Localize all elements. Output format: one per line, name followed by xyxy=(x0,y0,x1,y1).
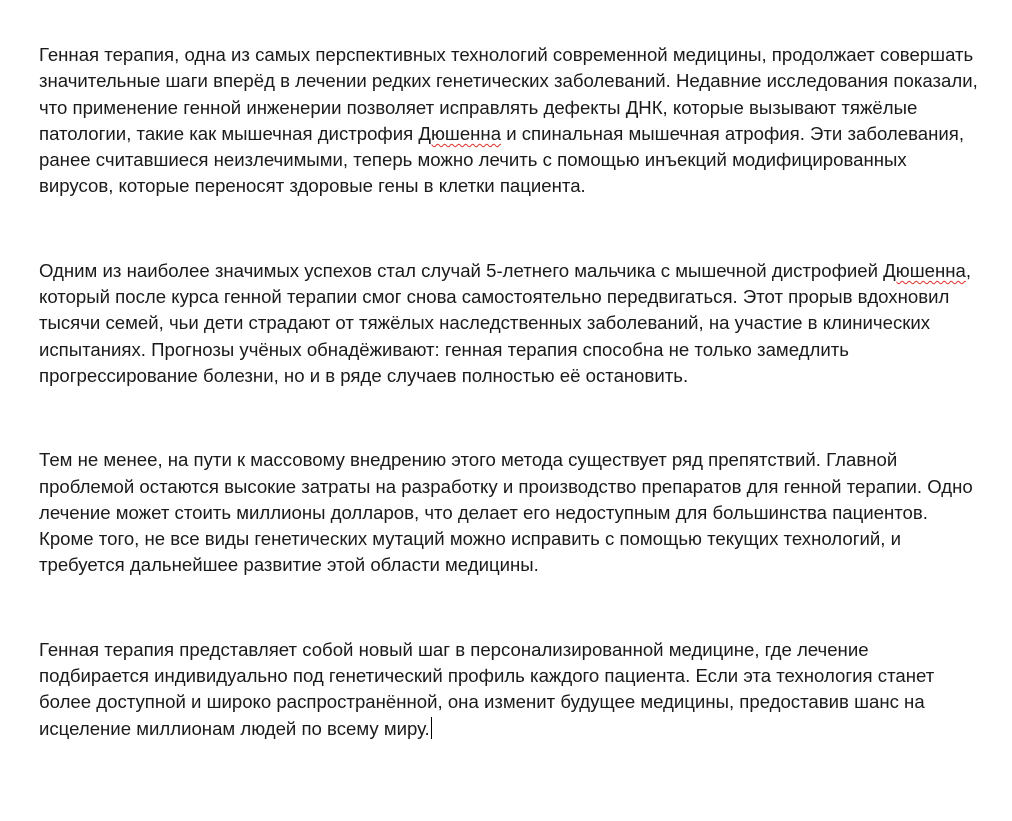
text-run: , который после курса генной терапии смог снова самостоятельно передвигаться. Этот прорыв вдохновил тысячи семей, чьи дети страдают от тяжёлых наследственных заболеваний, на участие в клинических испытаниях. Прогнозы учёных обнадёживают: генная терапия способна не только замедлить прогрессирование болезни, но и в ряде случаев полностью её остановить. xyxy=(39,259,972,386)
paragraph-3[interactable] xyxy=(39,447,979,578)
text-run: Генная терапия представляет собой новый шаг в персонализированной медицине, где лечение подбирается индивидуально под генетический профиль каждого пациента. Если эта технология станет более доступной и широко распространённой, она изменит будущее медицины, предоставив шанс на исцеление миллионам людей по всему миру. xyxy=(39,638,935,739)
paragraph-4[interactable] xyxy=(39,637,979,742)
misspelled-word[interactable]: Дюшенна xyxy=(418,122,502,144)
paragraph-1[interactable] xyxy=(39,42,979,200)
document-body[interactable] xyxy=(39,42,979,742)
misspelled-word[interactable]: Дюшенна xyxy=(883,259,966,281)
text-run: и спинальная мышечная атрофия. Эти заболевания, ранее считавшиеся неизлечимыми, теперь можно лечить с помощью инъекций модифицированных вирусов, которые переносят здоровые гены в клетки пациента. xyxy=(39,122,965,197)
text-run: Одним из наиболее значимых успехов стал случай 5-летнего мальчика с мышечной дистрофией xyxy=(39,259,884,281)
text-run: Генная терапия, одна из самых перспективных технологий современной медицины, продолжает совершать значительные шаги вперёд в лечении редких генетических заболеваний. Недавние исследования показали, что применение генной инженерии позволяет исправлять дефекты ДНК, которые вызывают тяжёлые патологии, такие как мышечная дистрофия xyxy=(39,44,978,144)
text-run: Тем не менее, на пути к массовому внедрению этого метода существует ряд препятствий. Главной проблемой остаются высокие затраты на разработку и производство препаратов для генной терапии. Одно лечение может стоить миллионы долларов, что делает его недоступным для большинства пациентов. Кроме того, не все виды генетических мутаций можно исправить с помощью текущих технологий, и требуется дальнейшее развитие этой области медицины. xyxy=(39,449,973,576)
paragraph-2[interactable] xyxy=(39,258,979,389)
text-cursor xyxy=(431,717,432,739)
